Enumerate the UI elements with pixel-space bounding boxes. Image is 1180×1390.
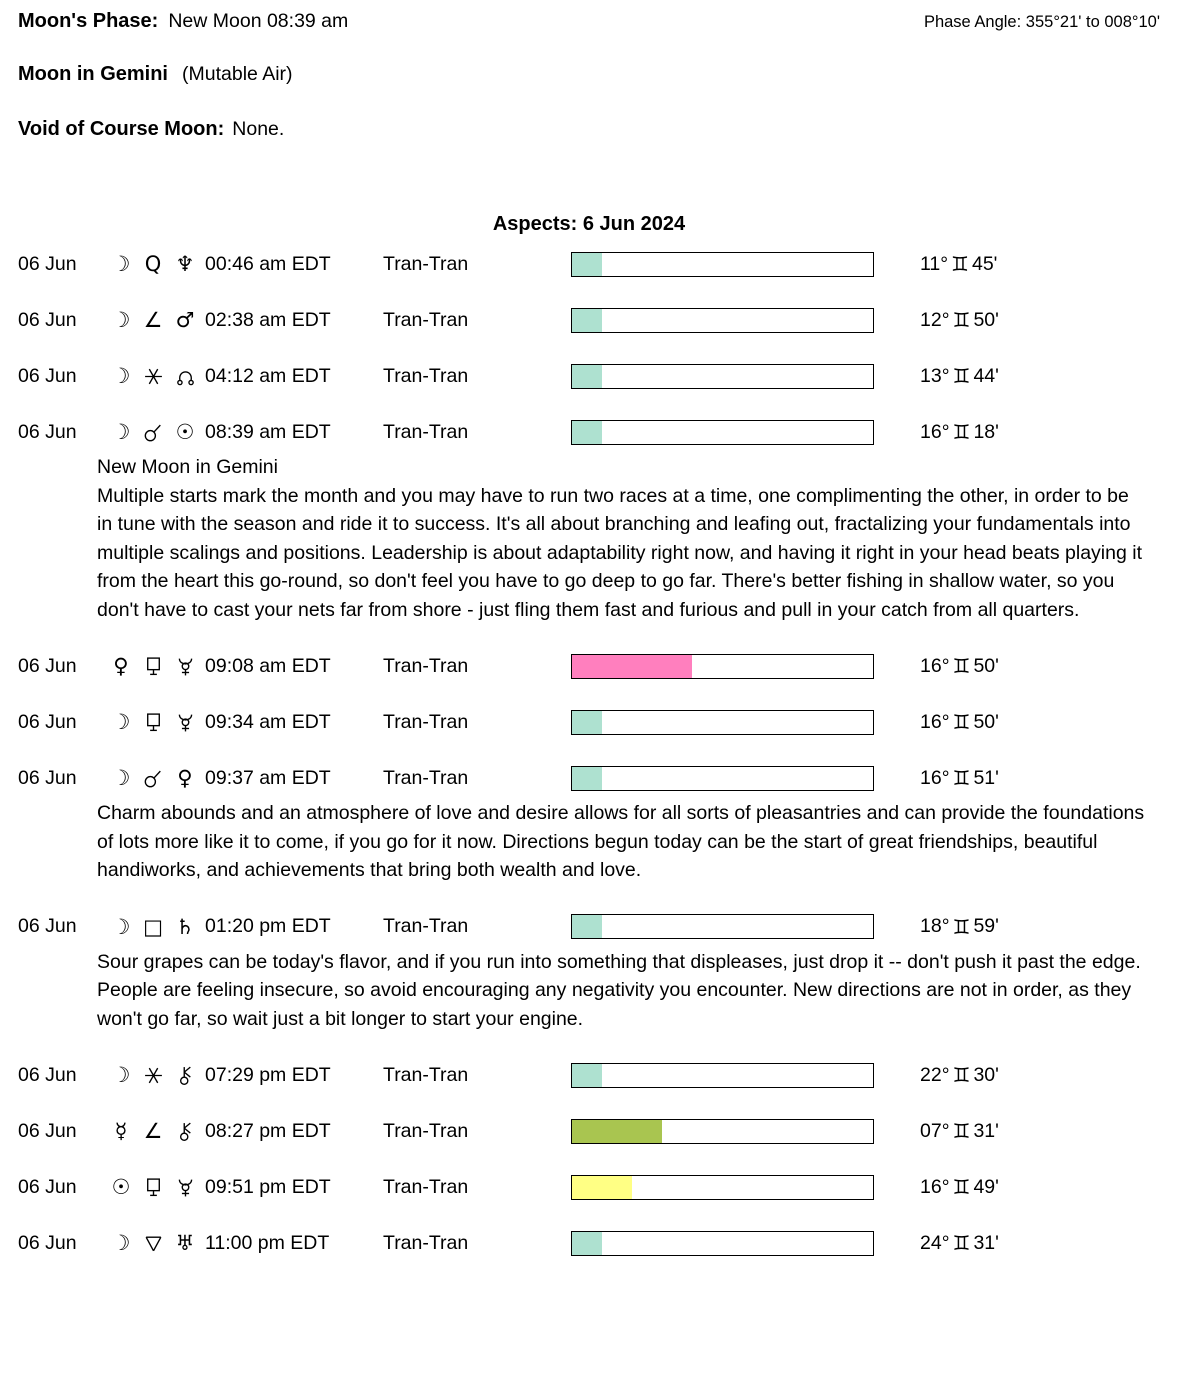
quintile-icon: Q (144, 252, 162, 276)
aspect-orb-fill (572, 1120, 662, 1143)
aspect-time: 09:51 pm EDT (205, 1175, 331, 1198)
aspect-position (920, 1063, 999, 1087)
moon-icon: ☽ (111, 766, 131, 790)
sextile-icon (137, 1065, 169, 1086)
chiron-icon (169, 1121, 201, 1142)
aspect-type: Tran-Tran (383, 308, 469, 331)
conjunction-icon (137, 422, 169, 443)
aspect-orb-fill (572, 915, 602, 938)
moon-sign-label: Moon in Gemini (18, 63, 168, 85)
aspect-position (920, 1175, 999, 1199)
aspect-type: Tran-Tran (383, 766, 469, 789)
position-degrees: 24° (920, 1231, 950, 1254)
moon-sign-line (18, 63, 1160, 86)
position-minutes: 18' (973, 420, 999, 443)
semisquare-icon: ∠ (143, 308, 163, 332)
aspect-type: Tran-Tran (383, 420, 469, 443)
aspect-position (920, 654, 999, 678)
semisquare-icon: ∠ (143, 1119, 163, 1143)
aspect-type: Tran-Tran (383, 654, 469, 677)
aspect-note-text: Charm abounds and an atmosphere of love and desire allows for all sorts of pleasantries and can provide the foundations of lots more like it to come, if you go for it now. Directions begun today can be the start of great friendships, beautiful handiworks, and achievements that bring both wealth and love. (97, 802, 1145, 881)
aspect-symbols (105, 654, 205, 678)
aspect-date: 06 Jun (18, 710, 77, 733)
position-minutes: 44' (973, 364, 999, 387)
position-minutes: 59' (973, 915, 999, 937)
aspect-row (18, 1103, 1160, 1159)
aspect-type: Tran-Tran (383, 1231, 469, 1254)
aspect-row (18, 694, 1160, 750)
chiron-icon (169, 1065, 201, 1086)
gemini-icon: ♊ (952, 710, 971, 734)
report-header (18, 10, 1160, 33)
moon-icon: ☽ (111, 252, 131, 276)
position-degrees: 18° (920, 915, 950, 937)
aspect-date: 06 Jun (18, 1063, 77, 1086)
position-minutes: 50' (973, 654, 999, 677)
position-minutes: 50' (973, 308, 999, 331)
aspect-symbols (105, 1119, 205, 1143)
mars-icon: ♂ (175, 308, 195, 332)
pluto-icon (169, 712, 201, 733)
sun-icon: ☉ (111, 1175, 131, 1199)
moon-icon: ☽ (111, 364, 131, 388)
aspect-type: Tran-Tran (383, 364, 469, 387)
moons-phase-value: New Moon 08:39 am (168, 10, 349, 32)
sun-icon: ☉ (175, 420, 195, 444)
aspect-orb-fill (572, 767, 602, 790)
square-icon: □ (143, 914, 163, 939)
aspect-type: Tran-Tran (383, 252, 469, 275)
position-minutes: 50' (973, 710, 999, 733)
aspect-symbols (105, 308, 205, 332)
aspect-orb-fill (572, 421, 602, 444)
aspects-list (18, 236, 1160, 1271)
gemini-icon: ♊ (952, 1231, 971, 1255)
phase-angle-label: Phase Angle: (923, 13, 1022, 31)
aspect-type: Tran-Tran (383, 710, 469, 733)
aspect-symbols (105, 420, 205, 444)
aspect-orb-fill (572, 365, 602, 388)
aspect-date: 06 Jun (18, 364, 77, 387)
aspect-date: 06 Jun (18, 1231, 77, 1254)
aspect-orb-bar (571, 766, 874, 791)
position-degrees: 07° (920, 1119, 950, 1142)
aspect-symbols (105, 1231, 205, 1255)
aspects-title: Aspects: 6 Jun 2024 (492, 213, 686, 235)
aspect-orb-bar (571, 1119, 874, 1144)
aspect-row (18, 1047, 1160, 1103)
phase-angle-value: 355°21' to 008°10' (1025, 13, 1160, 31)
aspect-row (18, 348, 1160, 404)
aspect-position (920, 308, 999, 332)
aspect-time: 01:20 pm EDT (205, 915, 331, 937)
aspect-symbols (105, 1175, 205, 1199)
sesquiquadrate-icon (137, 712, 169, 733)
uranus-icon: ♅ (175, 1231, 195, 1255)
aspect-time: 09:08 am EDT (205, 654, 331, 677)
aspect-symbols (105, 766, 205, 790)
aspect-orb-bar (571, 654, 874, 679)
aspect-date: 06 Jun (18, 766, 77, 789)
aspect-orb-bar (571, 364, 874, 389)
sesquiquadrate-icon (137, 656, 169, 677)
aspect-note (97, 948, 1145, 1034)
position-minutes: 49' (973, 1175, 999, 1198)
conjunction-icon (137, 768, 169, 789)
aspect-symbols (105, 915, 205, 939)
sextile-icon (137, 366, 169, 387)
aspect-orb-fill (572, 1176, 632, 1199)
aspect-orb-bar (571, 1175, 874, 1200)
aspect-type: Tran-Tran (383, 915, 469, 937)
moon-icon: ☽ (111, 420, 131, 444)
position-degrees: 16° (920, 1175, 950, 1198)
moons-phase-line (18, 10, 348, 33)
aspect-row (18, 236, 1160, 292)
moon-icon: ☽ (111, 710, 131, 734)
aspect-date: 06 Jun (18, 308, 77, 331)
aspect-time: 00:46 am EDT (205, 252, 331, 275)
gemini-icon: ♊ (952, 914, 971, 939)
aspect-orb-fill (572, 309, 602, 332)
north-node-icon (169, 366, 201, 387)
moons-phase-label: Moon's Phase: (18, 10, 159, 32)
aspect-symbols (105, 710, 205, 734)
venus-icon: ♀ (113, 654, 129, 678)
aspect-orb-bar (571, 420, 874, 445)
aspect-time: 08:27 pm EDT (205, 1119, 331, 1142)
moon-icon: ☽ (111, 914, 131, 939)
void-of-course-value: None. (232, 118, 285, 140)
aspect-date: 06 Jun (18, 915, 77, 937)
aspect-row (18, 1215, 1160, 1271)
gemini-icon: ♊ (952, 1119, 971, 1143)
aspect-time: 02:38 am EDT (205, 308, 331, 331)
aspect-symbols (105, 1063, 205, 1087)
aspect-position (920, 915, 999, 939)
position-degrees: 16° (920, 420, 950, 443)
position-degrees: 11° (920, 252, 949, 275)
aspect-note-text: Sour grapes can be today's flavor, and if you run into something that displeases, just drop it -- don't push it past the edge. People are feeling insecure, so avoid encouraging any negativity you encounter. New directions are not in order, as they won't go far, so wait just a bit longer to start your engine. (97, 950, 1141, 1030)
position-degrees: 16° (920, 710, 950, 733)
position-degrees: 13° (920, 364, 950, 387)
aspect-row (18, 899, 1160, 955)
aspect-time: 07:29 pm EDT (205, 1063, 331, 1086)
pluto-icon (169, 656, 201, 677)
aspect-orb-bar (571, 308, 874, 333)
aspect-time: 04:12 am EDT (205, 364, 331, 387)
aspect-orb-fill (572, 655, 692, 678)
mercury-icon: ☿ (114, 1119, 128, 1143)
aspect-position (920, 766, 999, 790)
gemini-icon: ♊ (952, 654, 971, 678)
moon-icon: ☽ (111, 1231, 131, 1255)
aspect-orb-bar (571, 252, 874, 277)
aspect-orb-bar (571, 1231, 874, 1256)
aspect-orb-bar (571, 1063, 874, 1088)
moon-icon: ☽ (111, 308, 131, 332)
aspect-orb-fill (572, 711, 602, 734)
phase-angle-line (924, 10, 1160, 32)
aspect-date: 06 Jun (18, 1175, 77, 1198)
neptune-icon: ♆ (175, 252, 195, 276)
aspect-date: 06 Jun (18, 420, 77, 443)
aspect-position (920, 252, 997, 276)
aspect-row (18, 750, 1160, 806)
position-minutes: 51' (973, 766, 999, 789)
gemini-icon: ♊ (952, 1063, 971, 1087)
aspect-time: 11:00 pm EDT (205, 1231, 330, 1254)
pluto-icon (169, 1177, 201, 1198)
gemini-icon: ♊ (951, 252, 969, 276)
aspect-type: Tran-Tran (383, 1175, 469, 1198)
venus-icon: ♀ (177, 766, 193, 790)
aspect-position (920, 710, 999, 734)
gemini-icon: ♊ (952, 420, 971, 444)
position-degrees: 16° (920, 654, 950, 677)
position-minutes: 31' (973, 1231, 999, 1254)
position-degrees: 16° (920, 766, 950, 789)
gemini-icon: ♊ (952, 308, 971, 332)
position-minutes: 30' (973, 1063, 999, 1086)
aspect-position (920, 1119, 999, 1143)
aspect-row (18, 292, 1160, 348)
void-of-course-line (18, 118, 1160, 141)
aspect-orb-fill (572, 253, 602, 276)
aspect-time: 08:39 am EDT (205, 420, 331, 443)
aspect-note (97, 453, 1145, 624)
aspect-orb-bar (571, 710, 874, 735)
gemini-icon: ♊ (952, 364, 971, 388)
aspect-note (97, 799, 1145, 885)
aspect-position (920, 1231, 999, 1255)
aspect-row (18, 404, 1160, 460)
aspect-orb-bar (571, 914, 874, 939)
aspect-position (920, 420, 999, 444)
aspect-orb-fill (572, 1232, 602, 1255)
astrology-report-page (18, 10, 1160, 1271)
aspect-row (18, 1159, 1160, 1215)
position-minutes: 45' (971, 252, 998, 275)
aspect-symbols (105, 252, 205, 276)
sesquiquadrate-icon (137, 1177, 169, 1198)
moon-sign-note: (Mutable Air) (182, 63, 293, 85)
gemini-icon: ♊ (952, 1175, 971, 1199)
position-minutes: 31' (973, 1119, 999, 1142)
aspect-type: Tran-Tran (383, 1119, 469, 1142)
quincunx-icon (137, 1233, 169, 1254)
aspect-note-text: Multiple starts mark the month and you may have to run two races at a time, one complimenting the other, in order to be in tune with the season and ride it to success. It's all about branching and leafing out, fractalizing your fundamentals into multiple scalings and positions. Leadership is about adaptability right now, and having it right in your head beats playing it from the heart this go-round, so don't feel you have to go deep to go far. There's better fishing in shallow water, so you don't have to cast your nets far from shore - just fling them fast and furious and pull in your catch from all quarters. (97, 484, 1142, 621)
aspect-position (920, 364, 999, 388)
aspect-symbols (105, 364, 205, 388)
aspect-orb-fill (572, 1064, 602, 1087)
aspect-date: 06 Jun (18, 654, 77, 677)
aspect-date: 06 Jun (18, 1119, 77, 1142)
position-degrees: 12° (920, 308, 950, 331)
aspect-type: Tran-Tran (383, 1063, 469, 1086)
aspect-date: 06 Jun (18, 252, 77, 275)
aspect-row (18, 638, 1160, 694)
position-degrees: 22° (920, 1063, 950, 1086)
aspect-note-title: New Moon in Gemini (97, 456, 278, 478)
aspect-time: 09:34 am EDT (205, 710, 331, 733)
void-of-course-label: Void of Course Moon: (18, 118, 225, 140)
saturn-icon: ♄ (175, 914, 195, 939)
moon-icon: ☽ (111, 1063, 131, 1087)
gemini-icon: ♊ (952, 766, 971, 790)
aspect-time: 09:37 am EDT (205, 766, 331, 789)
